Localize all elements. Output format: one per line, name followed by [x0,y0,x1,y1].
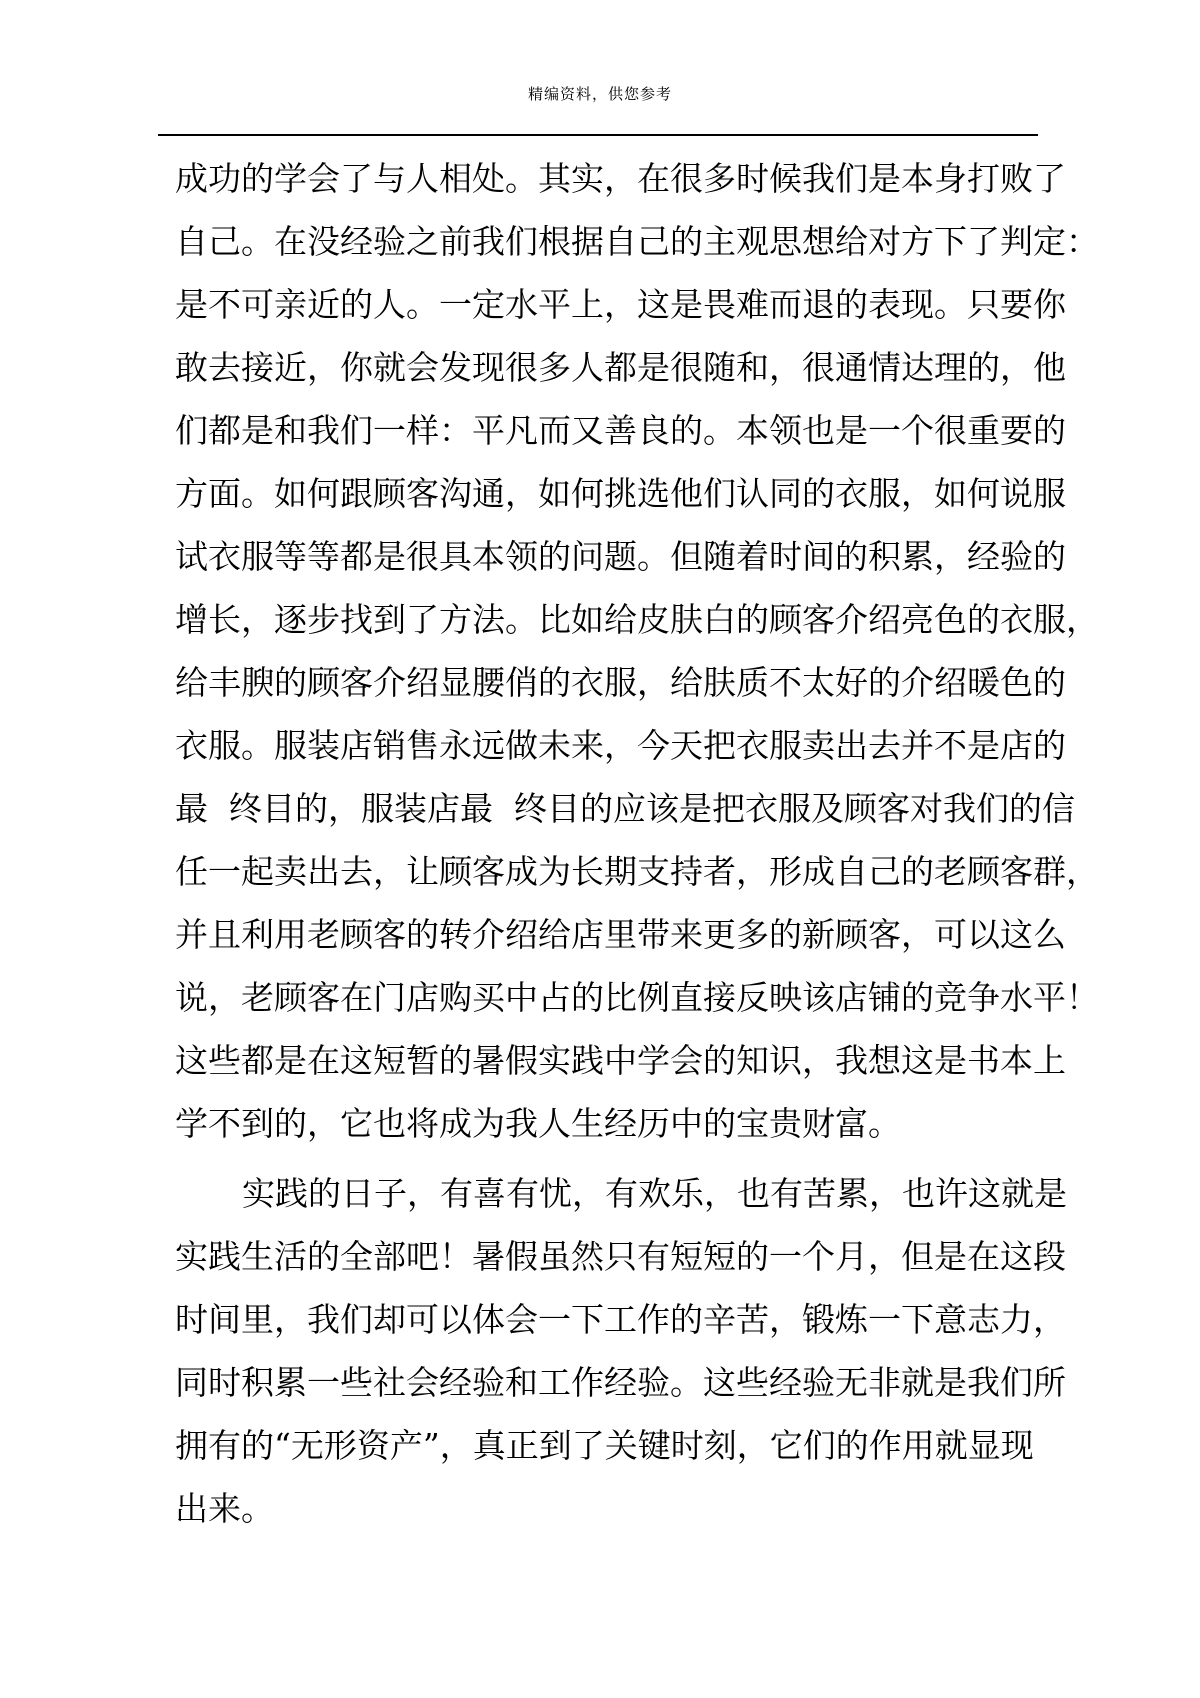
text-line: 出来。 [175,1489,274,1528]
text-line: 们都是和我们一样：平凡而又善良的。本领也是一个很重要的 [175,411,1066,450]
text-line: 衣服。服装店销售永远做未来，今天把衣服卖出去并不是店的 [175,726,1066,765]
text-line: 试衣服等等都是很具本领的问题。但随着时间的积累，经验的 [175,537,1066,576]
text-line: 自己。在没经验之前我们根据自己的主观思想给对方下了判定： [175,222,1099,261]
paragraph-2 [175,1162,1067,1540]
document-body [175,147,1099,1540]
paragraph-1 [175,147,1099,1155]
text-line: 任一起卖出去，让顾客成为长期支持者，形成自己的老顾客群， [175,852,1099,891]
header-divider [158,134,1038,136]
text-line: 敢去接近，你就会发现很多人都是很随和，很通情达理的，他 [175,348,1066,387]
text-line: 拥有的“无形资产”，真正到了关键时刻，它们的作用就显现 [175,1426,1034,1465]
text-line: 是不可亲近的人。一定水平上，这是畏难而退的表现。只要你 [175,285,1066,324]
text-line: 最 终目的，服装店最 终目的应该是把衣服及顾客对我们的信 [175,789,1075,828]
paragraph-spacing [175,1155,1031,1162]
text-line: 这些都是在这短暂的暑假实践中学会的知识，我想这是书本上 [175,1041,1066,1080]
page-header: 精编资料，供您参考 [527,85,672,103]
text-line: 方面。如何跟顾客沟通，如何挑选他们认同的衣服，如何说服 [175,474,1066,513]
text-line: 学不到的，它也将成为我人生经历中的宝贵财富。 [175,1104,901,1143]
text-line: 同时积累一些社会经验和工作经验。这些经验无非就是我们所 [175,1363,1066,1402]
text-line: 时间里，我们却可以体会一下工作的辛苦，锻炼一下意志力， [175,1300,1066,1339]
text-line: 实践的日子，有喜有忧，有欢乐，也有苦累，也许这就是 [242,1174,1067,1213]
text-line: 给丰腴的顾客介绍显腰俏的衣服，给肤质不太好的介绍暖色的 [175,663,1066,702]
text-line: 说，老顾客在门店购买中占的比例直接反映该店铺的竞争水平！ [175,978,1099,1017]
text-line: 实践生活的全部吧！暑假虽然只有短短的一个月，但是在这段 [175,1237,1066,1276]
text-line: 并且利用老顾客的转介绍给店里带来更多的新顾客，可以这么 [175,915,1066,954]
text-line: 增长，逐步找到了方法。比如给皮肤白的顾客介绍亮色的衣服， [175,600,1099,639]
text-line: 成功的学会了与人相处。其实，在很多时候我们是本身打败了 [175,159,1066,198]
